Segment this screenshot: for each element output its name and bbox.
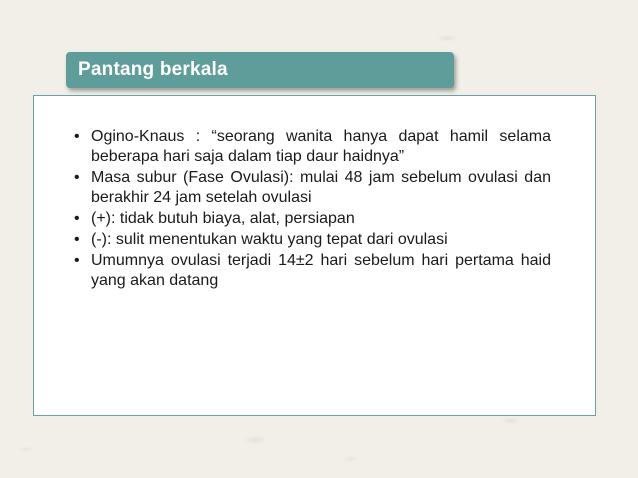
content-box xyxy=(33,95,596,416)
bullet-item: • Ogino-Knaus : “seorang wanita hanya dapat hamil selama beberapa hari saja dalam tiap daur haidnya” xyxy=(74,127,551,167)
title-bar xyxy=(66,52,454,88)
bullet-item: • (-): sulit menentukan waktu yang tepat dari ovulasi xyxy=(74,230,551,250)
bullet-item: • Umumnya ovulasi terjadi 14±2 hari sebelum hari pertama haid yang akan datang xyxy=(74,251,551,291)
slide-title: Pantang berkala xyxy=(78,59,228,80)
bullet-item: • Masa subur (Fase Ovulasi): mulai 48 jam sebelum ovulasi dan berakhir 24 jam setelah ovulasi xyxy=(74,168,551,208)
bullet-list xyxy=(74,127,551,292)
bullet-item: • (+): tidak butuh biaya, alat, persiapan xyxy=(74,209,551,229)
